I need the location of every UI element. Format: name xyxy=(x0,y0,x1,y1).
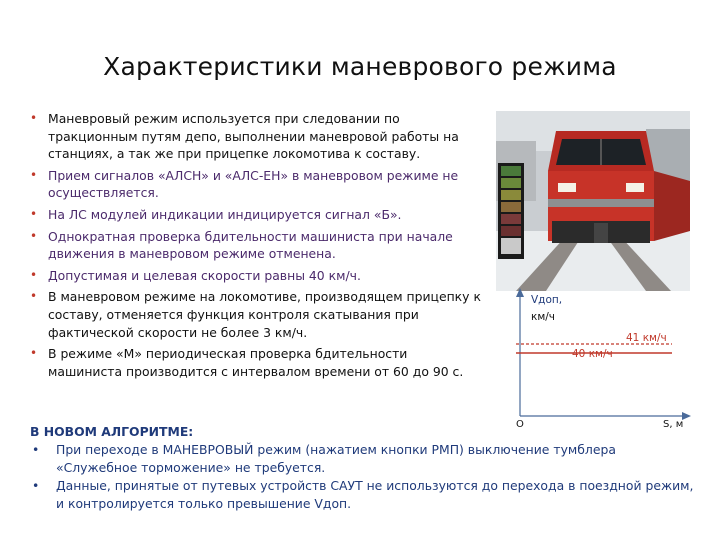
bullet-item xyxy=(30,288,485,341)
bullet-marker: • xyxy=(30,346,38,361)
x-axis-label: S, м xyxy=(663,419,684,430)
bullet-text: В маневровом режиме на локомотиве, производящем прицепку к составу, отменяется функция контроля скатывания при фактической скорости не более 3 км/ч. xyxy=(48,289,481,340)
bullet-item xyxy=(30,167,485,202)
slide-title: Характеристики маневрового режима xyxy=(103,52,617,81)
bullet-text: Маневровый режим используется при следовании по тракционным путям депо, выполнении маневровой работы на станциях, а так же при прицепке локомотива к составу. xyxy=(48,111,459,162)
bullet-marker: • xyxy=(32,442,40,457)
new-algorithm-item xyxy=(30,477,700,513)
bullet-text: Допустимая и целевая скорости равны 40 км/ч. xyxy=(48,267,361,283)
bullet-text: Прием сигналов «АЛСН» и «АЛС-ЕН» в маневровом режиме не осуществляется. xyxy=(48,167,459,201)
bullet-marker: • xyxy=(30,289,38,304)
bullet-marker: • xyxy=(30,167,38,182)
y-axis-arrow xyxy=(516,288,524,297)
bullet-text: Однократная проверка бдительности машиниста при начале движения в маневровом режиме отменена. xyxy=(48,228,453,262)
feature-bullet-list xyxy=(30,110,485,384)
bullet-item xyxy=(30,110,485,163)
new-algorithm-section xyxy=(30,423,700,513)
bullet-marker: • xyxy=(30,111,38,125)
y-axis-label-1: Vдоп, xyxy=(531,294,563,306)
bullet-marker: • xyxy=(32,478,40,493)
locomotive-photo xyxy=(496,111,690,291)
new-algorithm-item xyxy=(30,441,700,477)
y-axis-label-2: км/ч xyxy=(531,311,556,323)
solid-line-label: 40 км/ч xyxy=(572,348,613,360)
dashed-line-label: 41 км/ч xyxy=(626,332,667,344)
bullet-marker: • xyxy=(30,228,38,243)
bullet-item xyxy=(30,206,485,224)
bullet-text: В режиме «М» периодическая проверка бдительности машиниста производится с интервалом времени от 60 до 90 с. xyxy=(48,346,464,379)
bullet-marker: • xyxy=(30,206,38,221)
new-algorithm-text: Данные, принятые от путевых устройств САУТ не используются до перехода в поездной режим, и контролируется только превышение Vдоп. xyxy=(56,478,694,511)
locomotive-illustration xyxy=(496,111,690,291)
origin-label: О xyxy=(516,419,524,430)
new-algorithm-text: При переходе в МАНЕВРОВЫЙ режим (нажатием кнопки РМП) выключение тумблера «Служебное торможение» не требуется. xyxy=(56,442,616,475)
speed-diagram xyxy=(500,286,700,431)
bullet-item xyxy=(30,267,485,285)
new-algorithm-list xyxy=(30,441,700,513)
bullet-marker: • xyxy=(30,267,38,282)
bullet-item xyxy=(30,345,485,380)
bullet-text: На ЛС модулей индикации индицируется сигнал «Б». xyxy=(48,206,402,222)
new-algorithm-heading: В НОВОМ АЛГОРИТМЕ: xyxy=(30,424,194,439)
bullet-item xyxy=(30,228,485,263)
x-axis-arrow xyxy=(682,412,691,420)
